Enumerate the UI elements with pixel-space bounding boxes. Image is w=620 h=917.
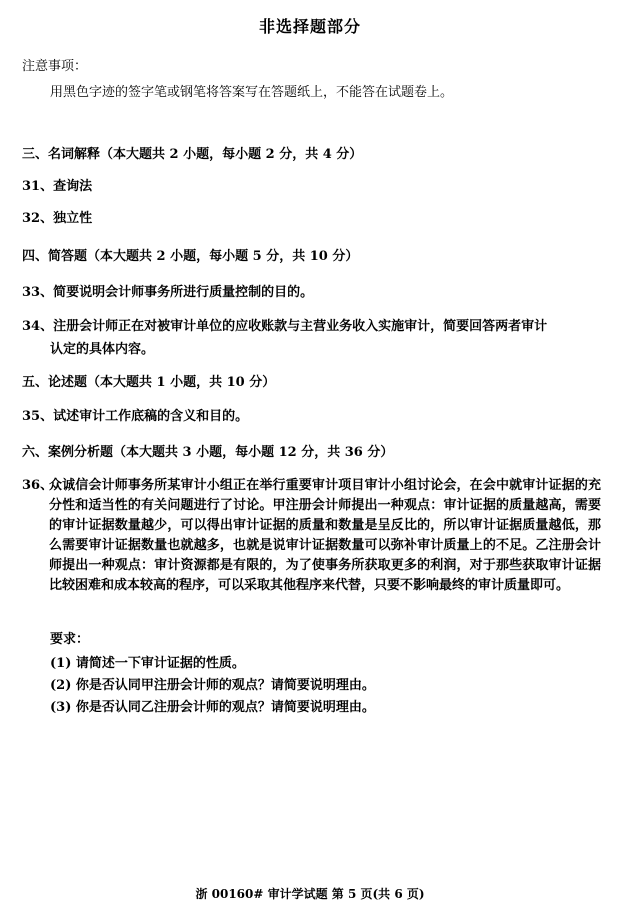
question-34-line-1: 34、注册会计师正在对被审计单位的应收账款与主营业务收入实施审计，简要回答两者审计: [22, 319, 548, 334]
question-36-text: 众诚信会计师事务所某审计小组正在举行重要审计项目审计小组讨论会，在会中就审计证据的充分性和适当性的有关问题进行了讨论。甲注册会计师提出一种观点：审计证据的质量越高，需要的审计证据数量越少，可以得出审计证据的质量和数量是呈反比的，所以审计证据质量越低，那么需要审计证据数量也就越多，也就是说审计证据数量可以弥补审计质量上的不足。乙注册会计师提出一种观点：审计资源都是有限的，为了使事务所获取更多的利润，对于那些获取审计证据比较困难和成本较高的程序，可以采取其他程序来代替，只要不影响最终的审计质量即可。: [49, 478, 601, 593]
requirement-heading: 要求：: [50, 632, 90, 647]
page-footer: 浙 00160# 审计学试题 第 5 页(共 6 页): [195, 887, 425, 901]
question-36-number: 36、: [22, 478, 54, 493]
question-34-line-2: 认定的具体内容。: [50, 342, 155, 357]
notice-heading: 注意事项：: [22, 59, 88, 74]
question-31: 31、查询法: [22, 179, 93, 194]
section-6-heading: 六、案例分析题（本大题共 3 小题，每小题 12 分，共 36 分）: [22, 445, 394, 460]
question-32: 32、独立性: [22, 211, 93, 226]
notice-text: 用黑色字迹的签字笔或钢笔将答案写在答题纸上，不能答在试题卷上。: [50, 85, 454, 100]
requirement-1: (1) 请简述一下审计证据的性质。: [50, 656, 245, 671]
requirement-3: (3) 你是否认同乙注册会计师的观点？请简要说明理由。: [50, 700, 375, 715]
section-5-heading: 五、论述题（本大题共 1 小题，共 10 分）: [22, 375, 276, 390]
requirement-2: (2) 你是否认同甲注册会计师的观点？请简要说明理由。: [50, 678, 375, 693]
page-title: 非选择题部分: [258, 17, 361, 36]
question-35: 35、试述审计工作底稿的含义和目的。: [22, 409, 249, 424]
question-33: 33、简要说明会计师事务所进行质量控制的目的。: [22, 285, 314, 300]
section-4-heading: 四、简答题（本大题共 2 小题，每小题 5 分，共 10 分）: [22, 249, 359, 264]
section-3-heading: 三、名词解释（本大题共 2 小题，每小题 2 分，共 4 分）: [22, 147, 363, 162]
